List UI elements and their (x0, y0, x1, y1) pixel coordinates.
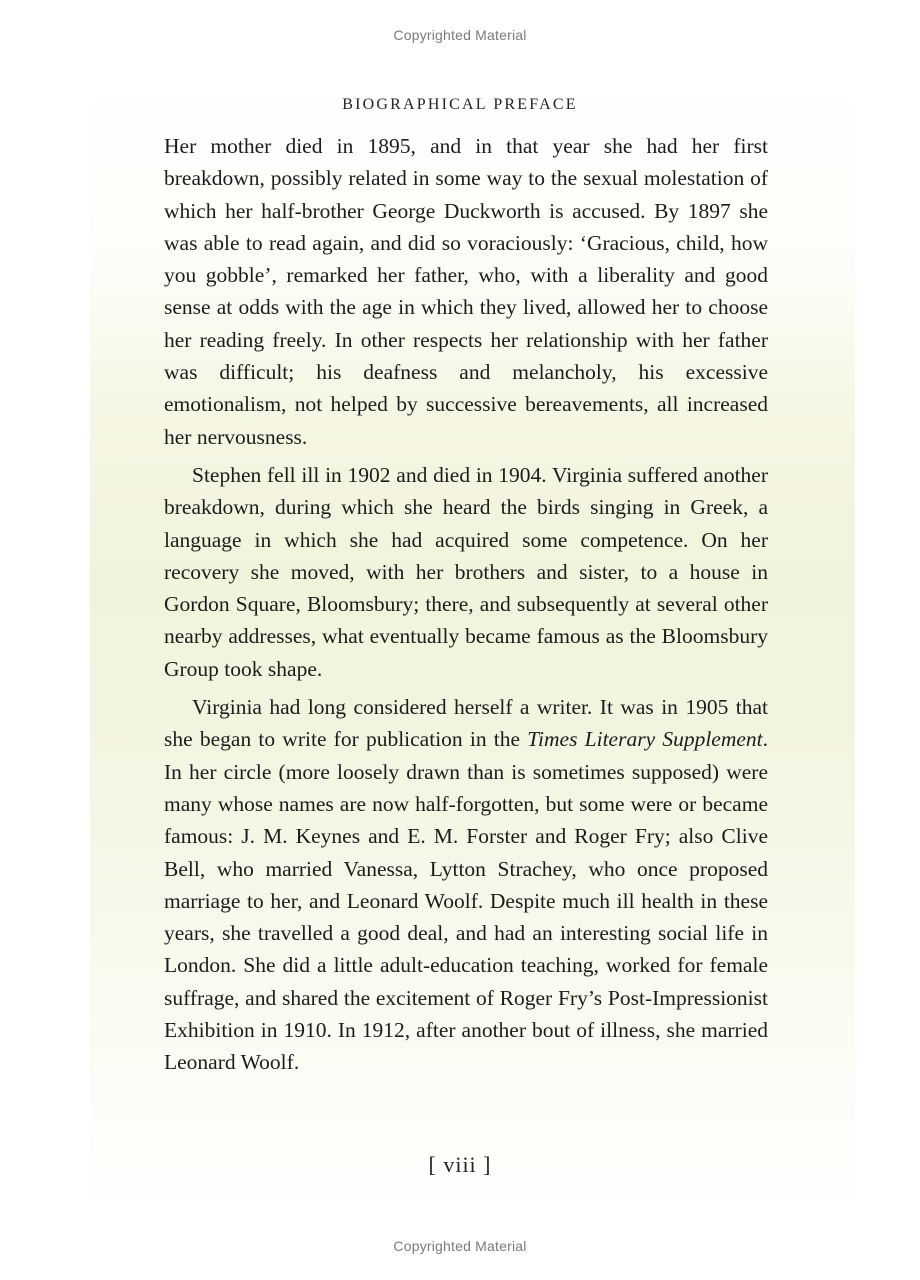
body-text (164, 130, 768, 1079)
paragraph-3-text-end: . In her circle (more loosely drawn than is sometimes supposed) were many whose names are now half-forgotten, but some were or became famous: J. M. Keynes and E. M. Forster and Roger Fry; also Clive Bell, who married Vanessa, Lytton Strachey, who once proposed marriage to her, and Leonard Woolf. Despite much ill health in these years, she travelled a good deal, and had an interesting social life in London. She did a little adult-education teaching, worked for female suffrage, and shared the excitement of Roger Fry’s Post-Impressionist Exhibition in 1910. In 1912, after another bout of illness, she married Leonard Woolf. (164, 727, 768, 1075)
paragraph-2: Stephen fell ill in 1902 and died in 1904. Virginia suffered another breakdown, during which she heard the birds singing in Greek, a language in which she had acquired some competence. On her recovery she moved, with her brothers and sister, to a house in Gordon Square, Bloomsbury; there, and subsequently at several other nearby addresses, what eventually became famous as the Bloomsbury Group took shape. (164, 462, 768, 681)
paragraph-3 (164, 691, 768, 1079)
paragraph-1: Her mother died in 1895, and in that year she had her first breakdown, possibly related in some way to the sexual molestation of which her half-brother George Duckworth is accused. By 1897 she was able to read again, and did so voraciously: ‘Gracious, child, how you gobble’, remarked her father, who, with a liberality and good sense at odds with the age in which they lived, allowed her to choose her reading freely. In other respects her relationship with her father was difficult; his deafness and melancholy, his excessive emotionalism, not helped by successive bereavements, all increased her nervousness. (164, 134, 768, 449)
running-head: BIOGRAPHICAL PREFACE (342, 96, 578, 113)
page-number: [ viii ] (428, 1152, 492, 1177)
publication-title: Times Literary Supplement (527, 727, 763, 752)
copyright-watermark-top: Copyrighted Material (393, 27, 527, 43)
paragraph-3-text-start: Virginia had long considered herself a writer. It was in 1905 that she began to write for publication in the (164, 695, 768, 752)
copyright-watermark-bottom: Copyrighted Material (393, 1238, 527, 1254)
